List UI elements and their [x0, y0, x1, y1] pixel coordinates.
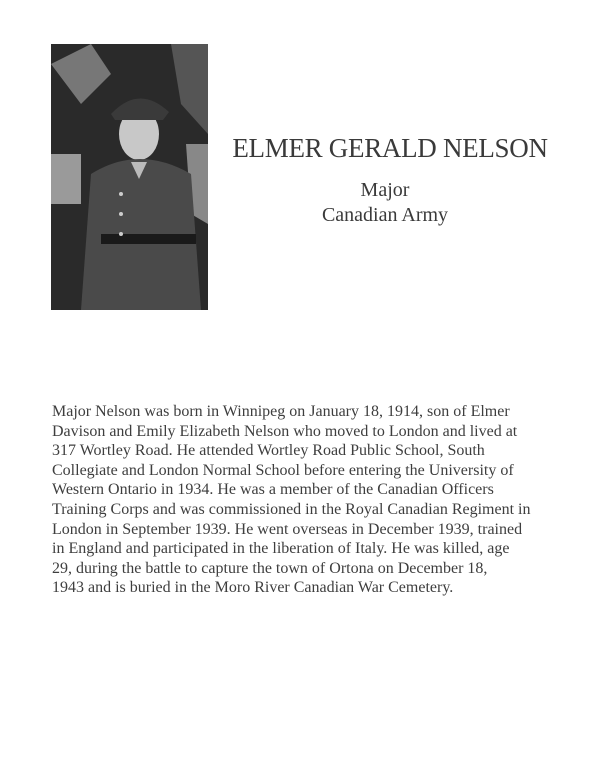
bio-line: Major Nelson was born in Winnipeg on January 18, 1914, son of Elmer: [52, 403, 510, 420]
bio-line: Western Ontario in 1934. He was a member of the Canadian Officers: [52, 481, 494, 499]
bio-line: 317 Wortley Road. He attended Wortley Road Public School, South: [52, 442, 485, 460]
rank-block: [260, 178, 510, 228]
biography: [52, 402, 592, 598]
bio-line: in England and participated in the liberation of Italy. He was killed, age: [52, 540, 510, 558]
portrait-image: [51, 44, 208, 310]
person-service: Canadian Army: [321, 204, 449, 226]
bio-line: 1943 and is buried in the Moro River Canadian War Cemetery.: [52, 579, 454, 597]
person-name: ELMER GERALD NELSON: [232, 133, 548, 163]
bio-line: Training Corps and was commissioned in the Royal Canadian Regiment in: [52, 500, 531, 518]
portrait-photo: [51, 44, 208, 310]
bio-line: 29, during the battle to capture the town of Ortona on December 18,: [52, 559, 488, 577]
bio-line: Davison and Emily Elizabeth Nelson who moved to London and lived at: [52, 422, 518, 440]
bio-line: London in September 1939. He went overseas in December 1939, trained: [52, 520, 523, 538]
bio-line: Collegiate and London Normal School before entering the University of: [52, 461, 514, 479]
person-rank: Major: [360, 179, 410, 201]
